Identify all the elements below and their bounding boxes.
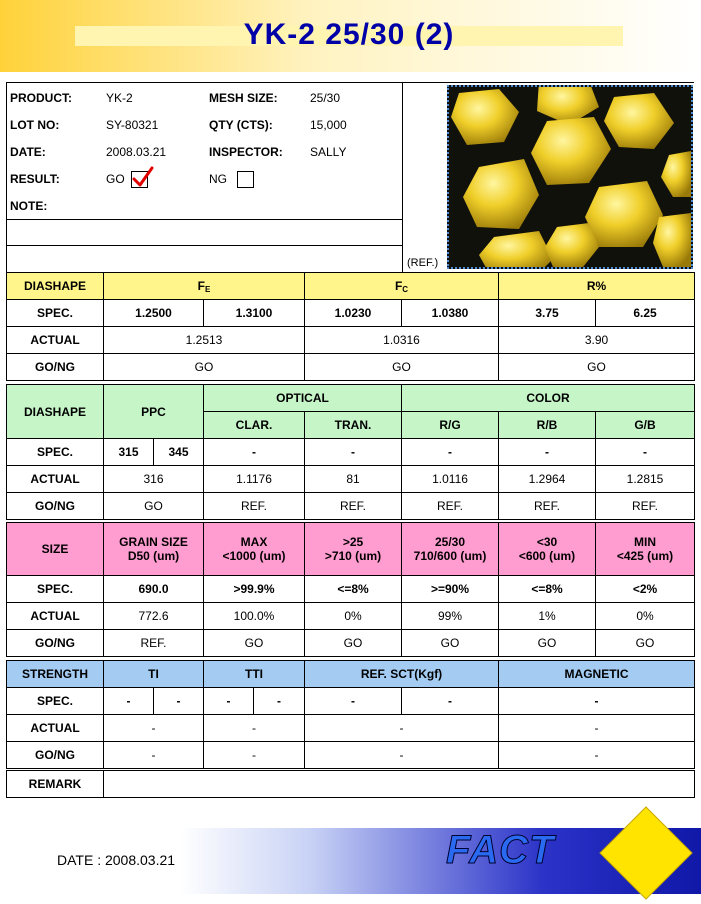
checkmark-icon: [132, 166, 154, 188]
actual-cell: 1.0116: [402, 466, 499, 493]
mesh-value: 25/30: [310, 91, 341, 105]
spec-cell: -: [254, 688, 305, 715]
spec-label: SPEC.: [7, 300, 104, 327]
actual-cell: 99%: [402, 603, 499, 630]
result-label: RESULT:: [10, 172, 60, 186]
spec-cell: 6.25: [596, 300, 695, 327]
spec-cell: <=8%: [499, 576, 596, 603]
table-row: [7, 742, 695, 769]
table-row: [7, 354, 695, 381]
qty-value: 15,000: [310, 118, 347, 132]
r-percent-header: R%: [499, 273, 695, 300]
actual-cell: -: [305, 715, 499, 742]
actual-cell: 772.6: [104, 603, 204, 630]
optical-header: OPTICAL: [204, 385, 402, 412]
gong-cell: GO: [499, 630, 596, 657]
color-header: COLOR: [402, 385, 695, 412]
info-row-lot: [7, 112, 403, 139]
gong-label: GO/NG: [7, 354, 104, 381]
actual-cell: 1.0316: [305, 327, 499, 354]
diashape-table: [6, 272, 695, 381]
gong-cell: REF.: [104, 630, 204, 657]
spec-cell: 3.75: [499, 300, 596, 327]
gong-cell: GO: [596, 630, 695, 657]
diashape-header-row: [7, 273, 695, 300]
actual-cell: 1.2513: [104, 327, 305, 354]
spec-cell: -: [402, 688, 499, 715]
product-value: YK-2: [106, 91, 133, 105]
spec-cell: -: [305, 439, 402, 466]
gong-label: GO/NG: [7, 493, 104, 520]
spec-cell: -: [204, 688, 254, 715]
date-value: 2008.03.21: [106, 145, 167, 159]
magnetic-header: MAGNETIC: [499, 661, 695, 688]
gong-cell: -: [499, 742, 695, 769]
photo-ref-label: (REF.): [407, 257, 439, 269]
actual-cell: 3.90: [499, 327, 695, 354]
info-row-product: [7, 85, 403, 112]
spec-cell: >99.9%: [204, 576, 305, 603]
go-option-label: GO: [106, 172, 125, 186]
gong-cell: -: [204, 742, 305, 769]
note-label: NOTE:: [10, 199, 48, 213]
gong-cell: GO: [104, 493, 204, 520]
rg-header: R/G: [402, 412, 499, 439]
spec-cell: -: [104, 688, 154, 715]
gong-cell: REF.: [499, 493, 596, 520]
ti-header: TI: [104, 661, 204, 688]
fe-header: $F_E$: [104, 273, 305, 300]
note-line: [7, 219, 403, 220]
spec-cell: >=90%: [402, 576, 499, 603]
info-row-note: [7, 193, 403, 220]
spec-label: SPEC.: [7, 439, 104, 466]
qty-label: QTY (CTS):: [209, 118, 273, 132]
actual-cell: -: [204, 715, 305, 742]
over-25-header: >25 >710 (um): [305, 523, 402, 576]
table-row: [7, 439, 695, 466]
actual-label: ACTUAL: [7, 327, 104, 354]
actual-cell: 1.2964: [499, 466, 596, 493]
yellow-diamond-icon: [598, 805, 694, 901]
gong-cell: REF.: [305, 493, 402, 520]
table-row: [7, 493, 695, 520]
spec-cell: -: [154, 688, 204, 715]
spec-label: SPEC.: [7, 576, 104, 603]
table-row: [7, 327, 695, 354]
min-header: MIN <425 (um): [596, 523, 695, 576]
actual-cell: 1.2815: [596, 466, 695, 493]
actual-label: ACTUAL: [7, 603, 104, 630]
note-line: [7, 245, 403, 246]
strength-header-row: [7, 661, 695, 688]
gong-cell: GO: [305, 630, 402, 657]
table-row: [7, 466, 695, 493]
actual-cell: 81: [305, 466, 402, 493]
size-table: [6, 522, 695, 657]
date-label: DATE:: [10, 145, 46, 159]
product-label: PRODUCT:: [10, 91, 72, 105]
optical-header-row: [7, 385, 695, 412]
tran-header: TRAN.: [305, 412, 402, 439]
sct-header: REF. SCT(Kgf): [305, 661, 499, 688]
gong-cell: -: [305, 742, 499, 769]
size-header: SIZE: [7, 523, 104, 576]
actual-cell: 1%: [499, 603, 596, 630]
diashape-header: DIASHAPE: [7, 385, 104, 439]
rb-header: R/B: [499, 412, 596, 439]
inspector-label: INSPECTOR:: [209, 145, 283, 159]
spec-cell: 1.0230: [305, 300, 402, 327]
actual-cell: 316: [104, 466, 204, 493]
spec-cell: 1.2500: [104, 300, 204, 327]
size-header-row: [7, 523, 695, 576]
spec-cell: -: [204, 439, 305, 466]
remark-table: [6, 770, 695, 798]
strength-table: [6, 660, 695, 769]
table-row: [7, 300, 695, 327]
clar-header: CLAR.: [204, 412, 305, 439]
diashape-header: DIASHAPE: [7, 273, 104, 300]
ng-checkbox[interactable]: [237, 171, 254, 188]
gong-cell: REF.: [402, 493, 499, 520]
max-header: MAX <1000 (um): [204, 523, 305, 576]
gb-header: G/B: [596, 412, 695, 439]
strength-header: STRENGTH: [7, 661, 104, 688]
actual-cell: 0%: [596, 603, 695, 630]
remark-label: REMARK: [7, 771, 104, 798]
grain-size-header: GRAIN SIZE D50 (um): [104, 523, 204, 576]
product-info: [6, 82, 403, 273]
lot-label: LOT NO:: [10, 118, 60, 132]
gong-cell: GO: [204, 630, 305, 657]
spec-cell: 345: [154, 439, 204, 466]
info-row-result: [7, 166, 403, 193]
actual-label: ACTUAL: [7, 715, 104, 742]
actual-cell: -: [499, 715, 695, 742]
gong-cell: GO: [104, 354, 305, 381]
ng-option-label: NG: [209, 172, 227, 186]
spec-cell: 1.0380: [402, 300, 499, 327]
optical-color-table: [6, 384, 695, 520]
spec-cell: -: [305, 688, 402, 715]
gong-cell: GO: [499, 354, 695, 381]
spec-cell: -: [499, 688, 695, 715]
tti-header: TTI: [204, 661, 305, 688]
diamond-crystals-photo: [447, 85, 693, 269]
spec-cell: <2%: [596, 576, 695, 603]
lot-value: SY-80321: [106, 118, 159, 132]
table-row: [7, 688, 695, 715]
go-checkbox[interactable]: [131, 171, 148, 188]
remark-cell: [104, 771, 695, 798]
spec-label: SPEC.: [7, 688, 104, 715]
gong-cell: GO: [305, 354, 499, 381]
actual-cell: 1.1176: [204, 466, 305, 493]
actual-label: ACTUAL: [7, 466, 104, 493]
info-row-date: [7, 139, 403, 166]
gong-cell: REF.: [204, 493, 305, 520]
mesh-25-30-header: 25/30 710/600 (um): [402, 523, 499, 576]
actual-cell: 100.0%: [204, 603, 305, 630]
table-row: [7, 576, 695, 603]
gong-cell: GO: [402, 630, 499, 657]
table-row: [7, 603, 695, 630]
spec-cell: 1.3100: [204, 300, 305, 327]
spec-cell: -: [402, 439, 499, 466]
table-row: [7, 630, 695, 657]
fc-header: $F_C$: [305, 273, 499, 300]
under-30-header: <30 <600 (um): [499, 523, 596, 576]
remark-row: [7, 771, 695, 798]
gong-label: GO/NG: [7, 742, 104, 769]
inspector-value: SALLY: [310, 145, 347, 159]
spec-cell: -: [499, 439, 596, 466]
crystal-image: [449, 87, 691, 267]
gong-label: GO/NG: [7, 630, 104, 657]
footer-date: DATE : 2008.03.21: [57, 852, 176, 868]
table-row: [7, 715, 695, 742]
spec-cell: 690.0: [104, 576, 204, 603]
spec-cell: <=8%: [305, 576, 402, 603]
spec-cell: 315: [104, 439, 154, 466]
gong-cell: REF.: [596, 493, 695, 520]
page-title: YK-2 25/30 (2): [243, 18, 455, 51]
mesh-label: MESH SIZE:: [209, 91, 278, 105]
fact-logo: FACT: [446, 828, 555, 872]
ppc-header: PPC: [104, 385, 204, 439]
actual-cell: -: [104, 715, 204, 742]
actual-cell: 0%: [305, 603, 402, 630]
gong-cell: -: [104, 742, 204, 769]
spec-cell: -: [596, 439, 695, 466]
